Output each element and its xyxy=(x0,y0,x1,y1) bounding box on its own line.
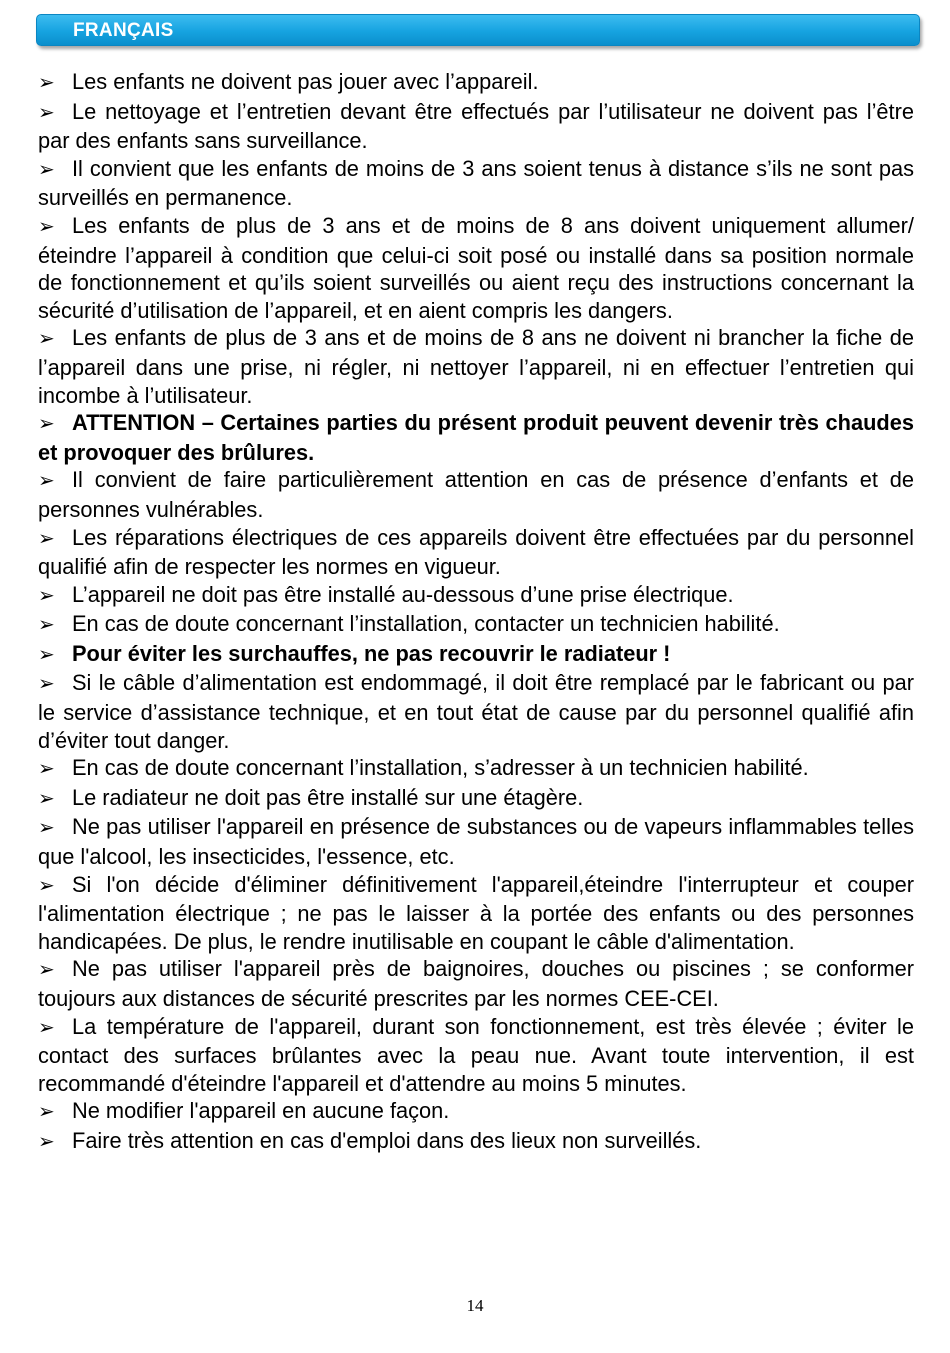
arrow-bullet-icon: ➢ xyxy=(38,643,55,666)
item-text: Ne modifier l'appareil en aucune façon. xyxy=(72,1098,450,1124)
arrow-bullet-icon: ➢ xyxy=(38,328,55,351)
list-item xyxy=(38,212,914,324)
item-text: Les enfants de plus de 3 ans et de moins de 8 ans doivent uniquement allumer/éteindre l’appareil à condition que celui-ci soit posé ou installé dans sa position normale de fonctionnement et qu’ils soient surveillés ou aient reçu des instructions concernant la sécurité d’utilisation de l’appareil, et en aient compris les dangers. xyxy=(38,212,914,323)
list-item xyxy=(38,669,914,754)
arrow-bullet-icon: ➢ xyxy=(38,1016,55,1039)
arrow-bullet-icon: ➢ xyxy=(38,1130,55,1153)
arrow-bullet-icon: ➢ xyxy=(38,874,55,897)
item-text: Si l'on décide d'éliminer définitivement l'appareil,éteindre l'interrupteur et couper l'alimentation électrique ; ne pas le laisser à la portée des enfants ou des personnes handicapées. De plus, le rendre inutilisable en coupant le câble d'alimentation. xyxy=(38,871,914,954)
item-text: Il convient de faire particulièrement attention en cas de présence d’enfants et de personnes vulnérables. xyxy=(38,467,914,522)
item-text: Si le câble d’alimentation est endommagé, il doit être remplacé par le fabricant ou par le service d’assistance technique, et en tout état de cause par du personnel qualifié afin d’éviter tout danger. xyxy=(38,670,914,753)
list-item xyxy=(38,784,914,814)
arrow-bullet-icon: ➢ xyxy=(38,413,55,436)
list-item xyxy=(38,1097,914,1127)
section-header-bar xyxy=(36,14,920,46)
item-text: La température de l'appareil, durant son fonctionnement, est très élevée ; éviter le contact des surfaces brûlantes avec la peau nue. Avant toute intervention, il est recommandé d'éteindre l'appareil et d'attendre au moins 5 minutes. xyxy=(38,1013,914,1096)
arrow-bullet-icon: ➢ xyxy=(38,101,55,124)
item-text: Ne pas utiliser l'appareil en présence de substances ou de vapeurs inflammables telles que l'alcool, les insecticides, l'essence, etc. xyxy=(38,814,914,870)
list-item xyxy=(38,871,914,956)
item-text: Faire très attention en cas d'emploi dans des lieux non surveillés. xyxy=(72,1127,702,1153)
arrow-bullet-icon: ➢ xyxy=(38,758,55,781)
arrow-bullet-icon: ➢ xyxy=(38,215,55,238)
list-item xyxy=(38,813,914,870)
list-item xyxy=(38,610,914,640)
list-item xyxy=(38,955,914,1012)
list-item xyxy=(38,324,914,409)
item-text: Ne pas utiliser l'appareil près de baignoires, douches ou piscines ; se conformer toujours aux distances de sécurité prescrites par les normes CEE-CEI. xyxy=(38,956,914,1011)
arrow-bullet-icon: ➢ xyxy=(38,470,55,493)
item-text: ATTENTION – Certaines parties du présent produit peuvent devenir très chaudes et provoquer des brûlures. xyxy=(38,410,914,465)
list-item xyxy=(38,524,914,581)
item-text: Il convient que les enfants de moins de 3 ans soient tenus à distance s’ils ne sont pas surveillés en permanence. xyxy=(38,155,914,211)
list-item xyxy=(38,1127,914,1157)
arrow-bullet-icon: ➢ xyxy=(38,72,55,94)
list-item xyxy=(38,466,914,523)
list-item xyxy=(38,754,914,784)
section-title: FRANÇAIS xyxy=(73,20,174,41)
item-text: Les réparations électriques de ces appareils doivent être effectuées par du personnel qualifié afin de respecter les normes en vigueur. xyxy=(38,524,914,580)
item-text: Le radiateur ne doit pas être installé sur une étagère. xyxy=(72,784,584,810)
page-number: 14 xyxy=(466,1296,484,1315)
arrow-bullet-icon: ➢ xyxy=(38,158,55,181)
list-item xyxy=(38,68,914,98)
item-text: Le nettoyage et l’entretien devant être effectués par l’utilisateur ne doivent pas l’être par des enfants sans surveillance. xyxy=(38,98,914,154)
list-item-warning xyxy=(38,409,914,466)
item-text: Les enfants de plus de 3 ans et de moins de 8 ans ne doivent ni brancher la fiche de l’appareil dans une prise, ni régler, ni nettoyer l’appareil, ni en effectuer l’entretien qui incombe à l’utilisateur. xyxy=(38,325,914,408)
arrow-bullet-icon: ➢ xyxy=(38,787,55,810)
item-text: En cas de doute concernant l’installation, s’adresser à un technicien habilité. xyxy=(72,755,809,781)
list-item-warning xyxy=(38,640,914,670)
item-text: Les enfants ne doivent pas jouer avec l’appareil. xyxy=(72,69,539,94)
item-text: En cas de doute concernant l’installation, contacter un technicien habilité. xyxy=(72,611,780,637)
arrow-bullet-icon: ➢ xyxy=(38,817,55,840)
list-item xyxy=(38,155,914,212)
item-text: Pour éviter les surchauffes, ne pas recouvrir le radiateur ! xyxy=(72,640,671,666)
arrow-bullet-icon: ➢ xyxy=(38,527,55,550)
arrow-bullet-icon: ➢ xyxy=(38,959,55,982)
list-item xyxy=(38,98,914,155)
arrow-bullet-icon: ➢ xyxy=(38,673,55,696)
arrow-bullet-icon: ➢ xyxy=(38,1101,55,1124)
safety-instructions-list xyxy=(38,68,914,1157)
item-text: L’appareil ne doit pas être installé au-dessous d’une prise électrique. xyxy=(72,581,734,607)
list-item xyxy=(38,581,914,611)
arrow-bullet-icon: ➢ xyxy=(38,614,55,637)
arrow-bullet-icon: ➢ xyxy=(38,584,55,607)
list-item xyxy=(38,1013,914,1098)
